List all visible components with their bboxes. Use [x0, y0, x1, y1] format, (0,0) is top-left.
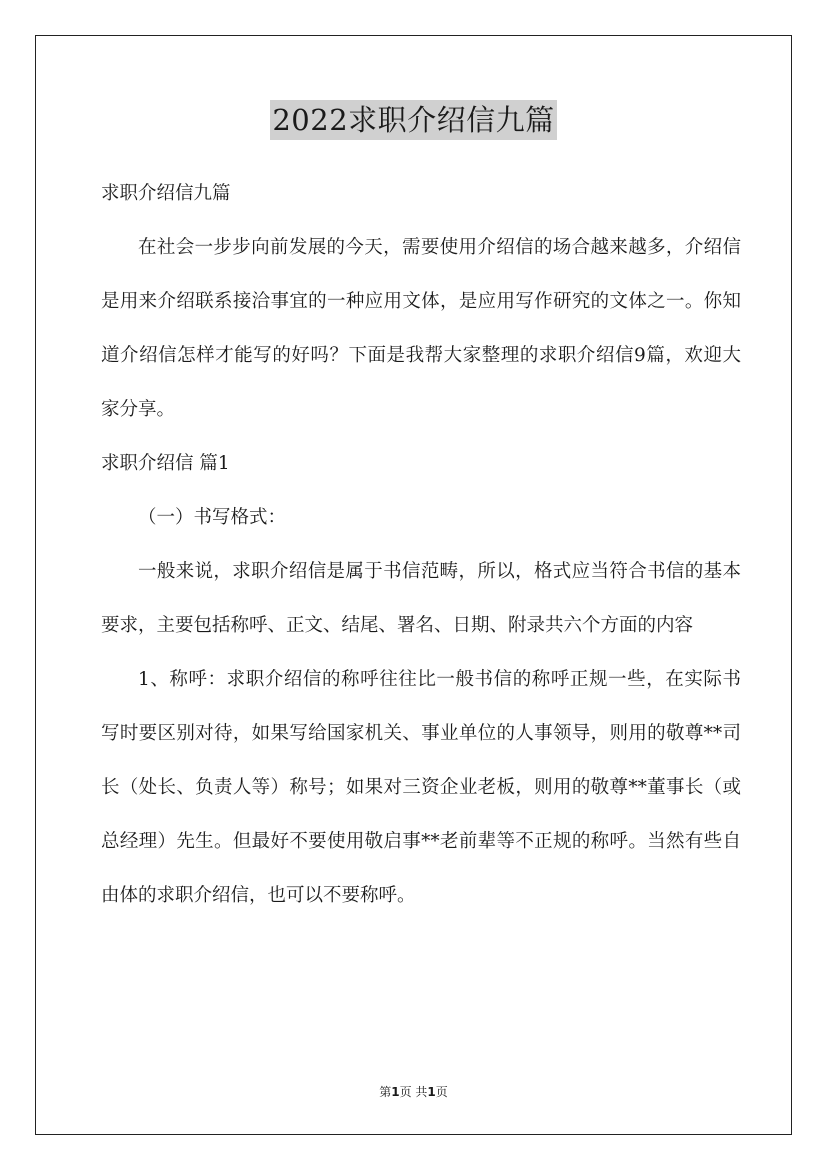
paragraph-subtitle: 求职介绍信九篇 [101, 183, 231, 204]
document-title: 2022求职介绍信九篇 [270, 100, 556, 140]
paragraph-format-body: 一般来说，求职介绍信是属于书信范畴，所以，格式应当符合书信的基本要求，主要包括称呼、正文、结尾、署名、日期、附录共六个方面的内容 [101, 561, 741, 636]
footer-page-prefix: 第 [379, 1085, 392, 1099]
footer-page-suffix: 页 [435, 1085, 448, 1099]
footer-page-current: 1 [391, 1085, 400, 1099]
footer-page-mid: 页 共 [399, 1085, 428, 1099]
title-container [0, 100, 827, 140]
paragraph-section-heading: 求职介绍信 篇1 [101, 453, 230, 474]
document-body [101, 167, 741, 923]
page-footer [0, 1083, 827, 1100]
footer-page-total: 1 [427, 1085, 436, 1099]
paragraph-intro: 在社会一步步向前发展的今天，需要使用介绍信的场合越来越多，介绍信是用来介绍联系接洽事宜的一种应用文体，是应用写作研究的文体之一。你知道介绍信怎样才能写的好吗？下面是我帮大家整理的求职介绍信9篇，欢迎大家分享。 [101, 237, 741, 420]
paragraph-format-heading: （一）书写格式： [138, 507, 287, 528]
paragraph-salutation: 1、称呼：求职介绍信的称呼往往比一般书信的称呼正规一些，在实际书写时要区别对待，如果写给国家机关、事业单位的人事领导，则用的敬尊**司长（处长、负责人等）称号；如果对三资企业老板，则用的敬尊**董事长（或总经理）先生。但最好不要使用敬启事**老前辈等不正规的称呼。当然有些自由体的求职介绍信，也可以不要称呼。 [101, 669, 741, 906]
